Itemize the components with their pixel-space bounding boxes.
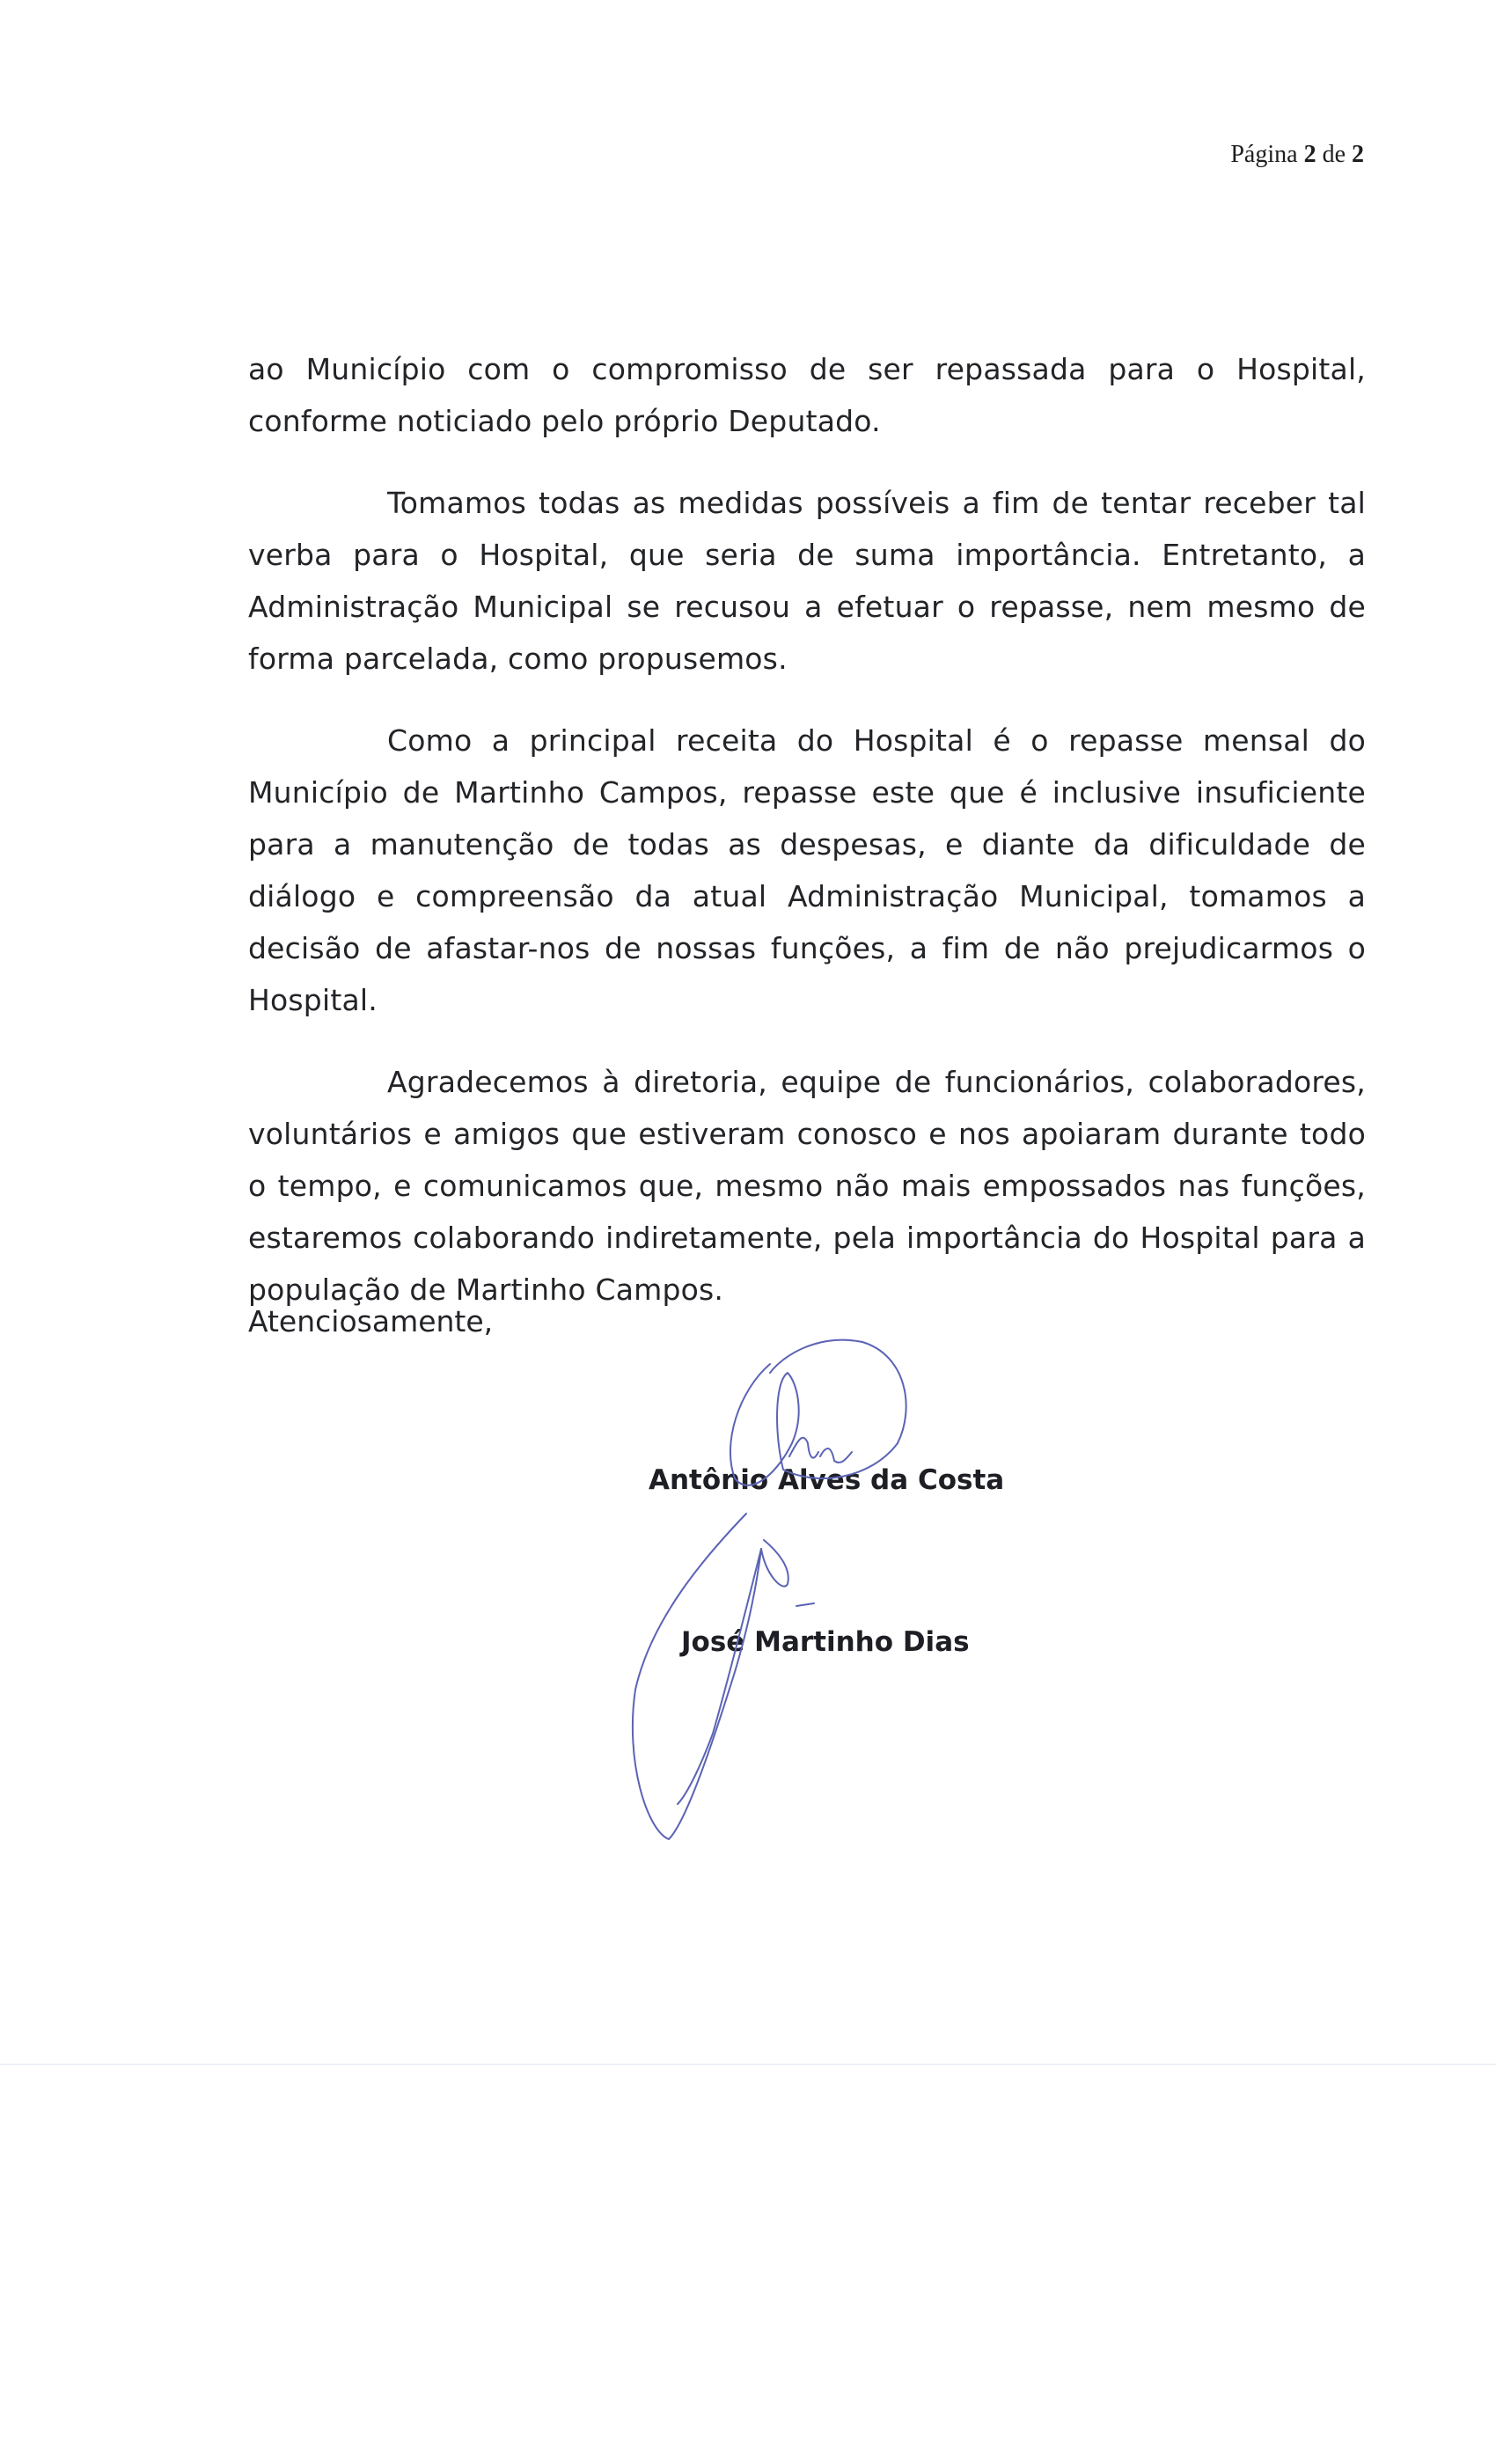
closing-salutation: Atenciosamente, [248, 1304, 494, 1338]
page-label: Página [1230, 141, 1298, 168]
scan-edge-line [0, 2064, 1496, 2065]
paragraph-thanks: Agradecemos à diretoria, equipe de funcionários, colaboradores, voluntários e amigos que estiveram conosco e nos apoiaram durante todo o tempo, e comunicamos que, mesmo não mais empossados nas funções, estaremos colaborando indiretamente, pela importância do Hospital para a população de Martinho Campos. [248, 1065, 1366, 1307]
paragraph-measures: Tomamos todas as medidas possíveis a fim de tentar receber tal verba para o Hospital, que seria de suma importância. Entretanto, a Administração Municipal se recusou a efetuar o repasse, nem mesmo de forma parcelada, como propusemos. [248, 486, 1366, 676]
page-total: 2 [1352, 141, 1364, 168]
paragraph-continuation: ao Município com o compromisso de ser repassada para o Hospital, conforme noticiado pelo próprio Deputado. [248, 352, 1366, 438]
letter-body [248, 343, 1366, 1346]
page-number [1230, 141, 1364, 169]
paragraph-decision: Como a principal receita do Hospital é o repasse mensal do Município de Martinho Campos, repasse este que é inclusive insuficiente para a manutenção de todas as despesas, e diante da dificuldade de diálogo e compreensão da atual Administração Municipal, tomamos a decisão de afastar-nos de nossas funções, a fim de não prejudicarmos o Hospital. [248, 723, 1366, 1017]
page-of: de [1322, 141, 1346, 168]
signature-jose [633, 1514, 788, 1839]
page-current: 2 [1303, 141, 1316, 168]
signer-name-antonio: Antônio Alves da Costa [649, 1464, 1005, 1496]
signer-name-jose: José Martinho Dias [681, 1626, 970, 1658]
